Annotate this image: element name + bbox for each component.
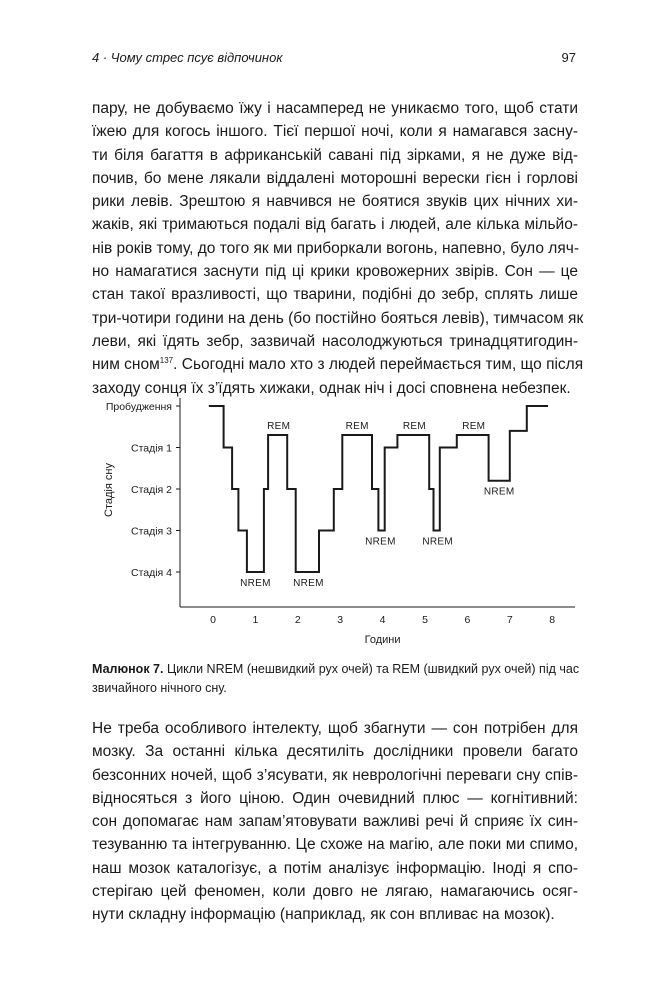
text-line: тезуванню та інтегруванню. Це схоже на магію, але поки ми спимо, <box>92 836 578 854</box>
rem-label: REM <box>402 421 426 433</box>
y-tick-labels <box>106 401 172 579</box>
text-line: стерігаю цей феномен, коли довго не лягаю, намагаючись осяг- <box>92 883 578 901</box>
rem-label: REM <box>462 421 486 433</box>
x-tick-label: 5 <box>422 614 428 626</box>
text-line: сон допомагає нам запам’ятовувати важливі речі й сприяє їх син- <box>92 813 578 831</box>
x-axis-title: Години <box>364 634 401 645</box>
cycle-annotations <box>240 421 514 589</box>
text-line: жаків, які тримаються подалі від багать і людей, але кілька мільйо- <box>92 216 578 234</box>
text-line: пару, не добуваємо їжу і насамперед не уникаємо того, щоб стати <box>92 100 578 117</box>
x-tick-label: 6 <box>464 614 471 626</box>
text-line: Не треба особливого інтелекту, щоб збагнути — сон потрібен для <box>92 720 578 737</box>
caption-label: Малюнок 7. <box>92 662 164 676</box>
text-line: леви, які їдять зебр, зазвичай насолоджуються тринадцятигодин- <box>92 332 578 350</box>
text-line: рики левів. Зрештою я навчився не боятися звуків цих нічних хи- <box>92 193 578 211</box>
chart-axes <box>176 398 575 607</box>
x-tick-labels <box>210 614 555 626</box>
y-tick-label: Стадія 1 <box>130 442 172 455</box>
rem-label: REM <box>267 421 291 433</box>
rem-label: REM <box>345 421 369 433</box>
text-line: нів років тому, до того як ми приборкали вогонь, напевно, було ляч- <box>92 239 579 257</box>
text-line: заходу сонця їх з’їдять хижаки, однак ніч і досі сповнена небезпек. <box>92 379 571 397</box>
text-line: нути складну інформацію (наприклад, як сон впливає на мозок). <box>92 906 555 924</box>
y-tick-label: Стадія 4 <box>130 567 172 579</box>
text-line-with-footnote <box>92 353 584 376</box>
sleep-cycle-figure <box>92 390 592 645</box>
text-line: три-чотири години на день (бо постійно бояться левів), тимчасом як <box>92 309 584 327</box>
x-tick-label: 0 <box>210 614 216 626</box>
sleep-stage-chart <box>92 390 592 645</box>
text-line: наш мозок каталогізує, а потім аналізує інформацію. Іноді я спо- <box>92 859 578 877</box>
nrem-label: NREM <box>240 578 271 589</box>
paragraph-1 <box>92 97 584 400</box>
x-tick-label: 3 <box>337 614 344 626</box>
x-tick-label: 8 <box>549 614 556 626</box>
text-segment: ним сном <box>92 356 160 374</box>
text-segment: . Сьогодні мало хто з людей переймається тим, що після <box>173 356 584 374</box>
x-tick-label: 4 <box>379 614 386 626</box>
page-number: 97 <box>561 50 576 65</box>
figure-caption <box>92 660 582 698</box>
running-header <box>92 50 576 65</box>
nrem-label: NREM <box>483 486 515 498</box>
paragraph-2 <box>92 717 578 927</box>
y-tick-label: Стадія 2 <box>130 484 172 496</box>
text-line: мозку. За останні кілька десятиліть дослідники провели багато <box>92 743 578 761</box>
x-tick-label: 1 <box>252 614 259 626</box>
nrem-label: NREM <box>365 536 396 548</box>
nrem-label: NREM <box>293 578 324 589</box>
text-line: безсонних ночей, щоб з’ясувати, як неврологічні переваги сну спів- <box>92 766 578 784</box>
nrem-label: NREM <box>422 536 454 548</box>
text-line: но намагатися заснути під ці крики кровожерних звірів. Сон — це <box>92 263 578 281</box>
text-line: їжею для когось іншого. Тієї першої ночі, коли я намагався засну- <box>92 123 578 141</box>
running-title: 4 · Чому стрес псує відпочинок <box>92 50 283 65</box>
text-line: стан такої вразливості, що тварини, подібні до зебр, сплять лише <box>92 286 578 304</box>
y-axis-title: Стадія сну <box>103 463 115 517</box>
x-tick-label: 2 <box>294 614 301 626</box>
y-tick-label: Пробудження <box>105 401 172 413</box>
footnote-reference: 137 <box>159 356 174 366</box>
text-line: почив, бо мене лякали віддалені моторошні верески гієн і горлові <box>92 169 578 187</box>
caption-text-cont: звичайного нічного сну. <box>92 681 227 695</box>
y-tick-label: Стадія 3 <box>130 525 172 538</box>
caption-text: Цикли NREM (нешвидкий рух очей) та REM (швидкий рух очей) під час <box>163 662 580 676</box>
text-line: ти біля багаття в африканській савані під зірками, я не дуже від- <box>92 146 578 164</box>
text-line: відносяться з його ціною. Один очевидний плюс — когнітивний: <box>92 789 578 807</box>
x-tick-label: 7 <box>506 614 513 626</box>
